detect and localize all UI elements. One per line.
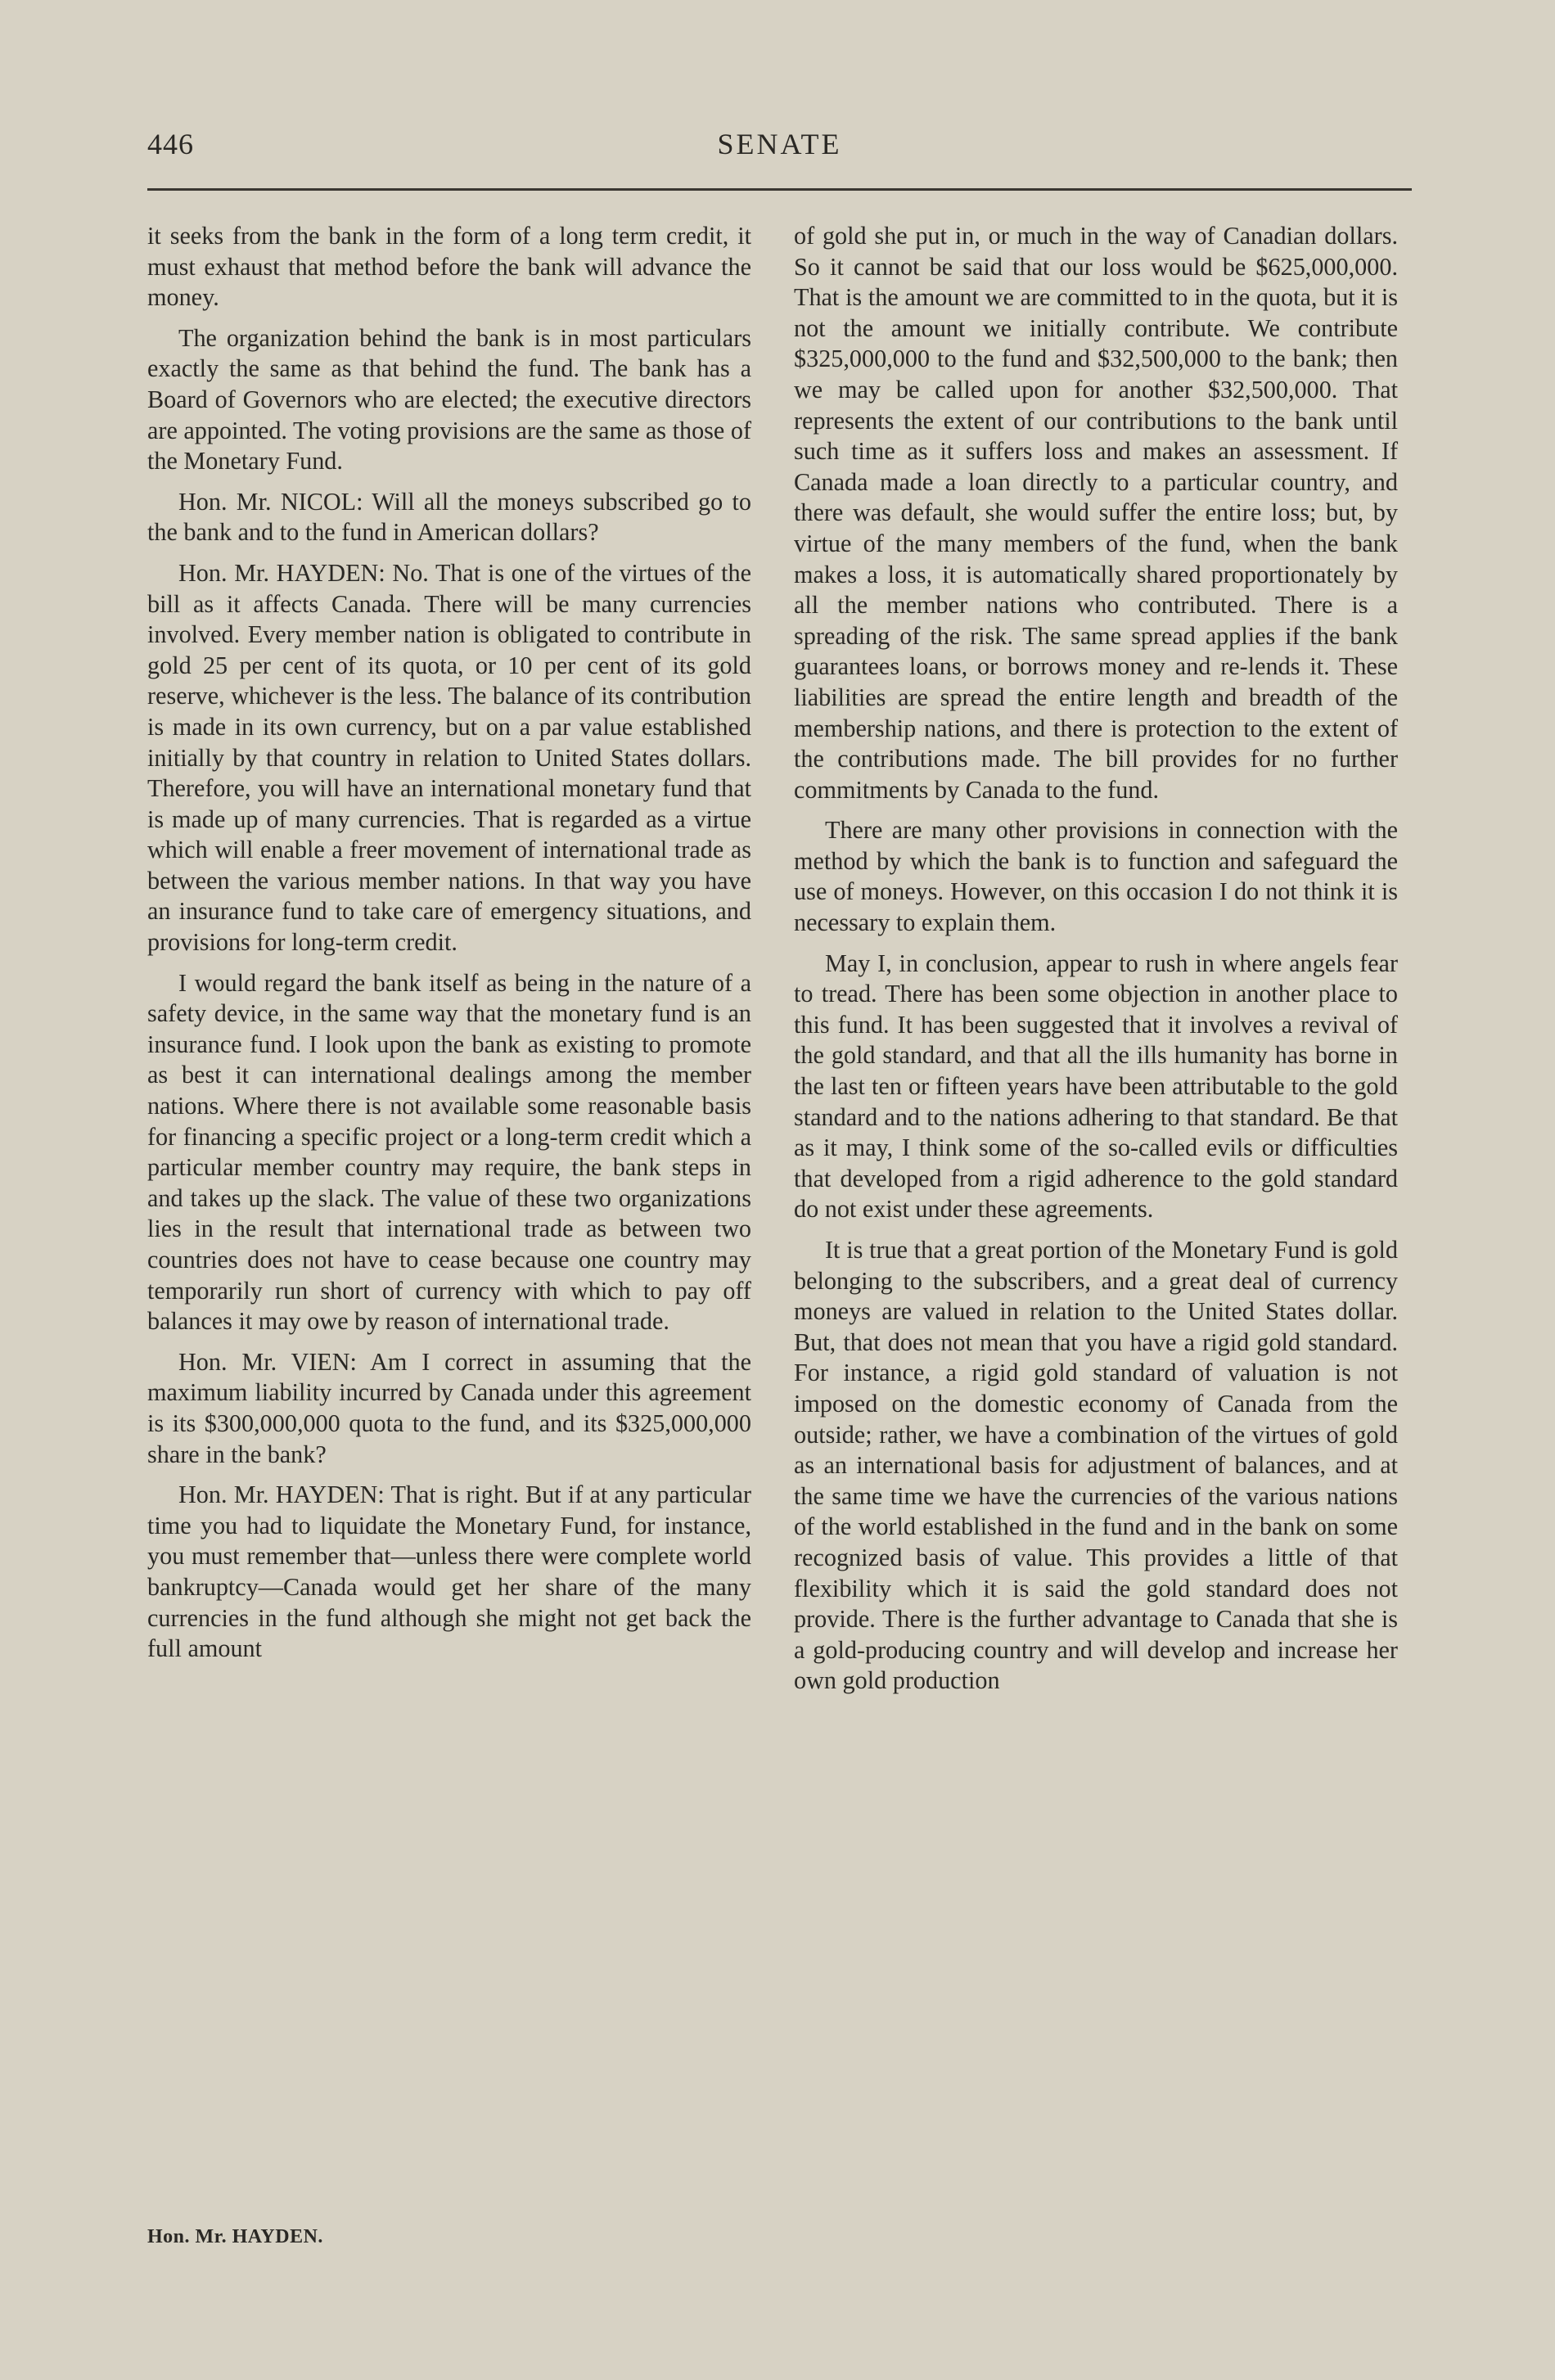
paragraph: it seeks from the bank in the form of a long term credit, it must exhaust that method before the bank will advance the money. [147, 222, 751, 312]
right-column [794, 221, 1398, 1706]
paragraph: I would regard the bank itself as being in the nature of a safety device, in the same way that the monetary fund is an insurance fund. I look upon the bank as existing to promote as best it can international dealings among the member nations. Where there is not available some reasonable basis for financing a specific project or a long-term credit which a particular member country may require, the bank steps in and takes up the slack. The value of these two organizations lies in the result that international trade as between two countries does not have to cease because one country may temporarily run short of currency with which to pay off balances it may owe by reason of international trade. [147, 968, 751, 1336]
footer-speaker-tag: Hon. Mr. HAYDEN. [147, 2226, 323, 2247]
paragraph: Hon. Mr. VIEN: Am I correct in assuming that the maximum liability incurred by Canada under this agreement is its $300,000,000 quota to the fund, and its $325,000,000 share in the bank? [147, 1347, 751, 1468]
left-column [147, 221, 751, 1675]
paragraph: Hon. Mr. NICOL: Will all the moneys subscribed go to the bank and to the fund in American dollars? [147, 487, 751, 547]
page-number: 446 [147, 128, 194, 160]
paragraph: Hon. Mr. HAYDEN: That is right. But if at any particular time you had to liquidate the Monetary Fund, for instance, you must remember that—unless there were complete world bankruptcy—Canada would get her share of the many currencies in the fund although she might not get back the full amount [147, 1481, 751, 1663]
paragraph: It is true that a great portion of the Monetary Fund is gold belonging to the subscribers, and a great deal of currency moneys are valued in relation to the United States dollar. But, that does not mean that you have a rigid gold standard. For instance, a rigid gold standard of valuation is not imposed on the domestic economy of Canada from the outside; rather, we have a combination of the virtues of gold as an international basis for adjustment of balances, and at the same time we have the currencies of the various nations of the world established in the fund and in the bank on some recognized basis of value. This provides a little of that flexibility which it is said the gold standard does not provide. There is the further advantage to Canada that she is a gold-producing country and will develop and increase her own gold production [794, 1236, 1398, 1695]
paragraph: The organization behind the bank is in most particulars exactly the same as that behind the fund. The bank has a Board of Governors who are elected; the executive directors are appointed. The voting provisions are the same as those of the Monetary Fund. [147, 323, 752, 476]
page-header [147, 127, 1412, 176]
running-head: SENATE [717, 128, 842, 160]
header-rule [147, 188, 1412, 191]
paragraph: Hon. Mr. HAYDEN: No. That is one of the virtues of the bill as it affects Canada. There will be many currencies involved. Every member nation is obligated to contribute in gold 25 per cent of its quota, or 10 per cent of its gold reserve, whichever is the less. The balance of its contribution is made in its own currency, but on a par value established initially by that country in relation to United States dollars. Therefore, you will have an international monetary fund that is made up of many currencies. That is regarded as a virtue which will enable a freer movement of international trade as between the various member nations. In that way you have an insurance fund to take care of emergency situations, and provisions for long-term credit. [147, 558, 751, 957]
paragraph: of gold she put in, or much in the way of Canadian dollars. So it cannot be said that our loss would be $625,000,000. That is the amount we are committed to in the quota, but it is not the amount we initially contribute. We contribute $325,000,000 to the fund and $32,500,000 to the bank; then we may be called upon for another $32,500,000. That represents the extent of our contributions to the bank until such time as it suffers loss and makes an assessment. If Canada made a loan directly to a particular country, and there was default, she would suffer the entire loss; but, by virtue of the many members of the fund, when the bank makes a loss, it is automatically shared proportionately by all the member nations who contributed. There is a spreading of the risk. The same spread applies if the bank guarantees loans, or borrows money and re-lends it. These liabilities are spread the entire length and breadth of the membership nations, and there is protection to the extent of the contributions made. The bill provides for no further commitments by Canada to the fund. [794, 222, 1398, 804]
paragraph: There are many other provisions in connection with the method by which the bank is to function and safeguard the use of moneys. However, on this occasion I do not think it is necessary to explain them. [794, 816, 1398, 937]
paragraph: May I, in conclusion, appear to rush in where angels fear to tread. There has been some objection in another place to this fund. It has been suggested that it involves a revival of the gold standard, and that all the ills humanity has borne in the last ten or fifteen years have been attributable to the gold standard and to the nations adhering to that standard. Be that as it may, I think some of the so-called evils or difficulties that developed from a rigid adherence to the gold standard do not exist under these agreements. [794, 949, 1398, 1224]
